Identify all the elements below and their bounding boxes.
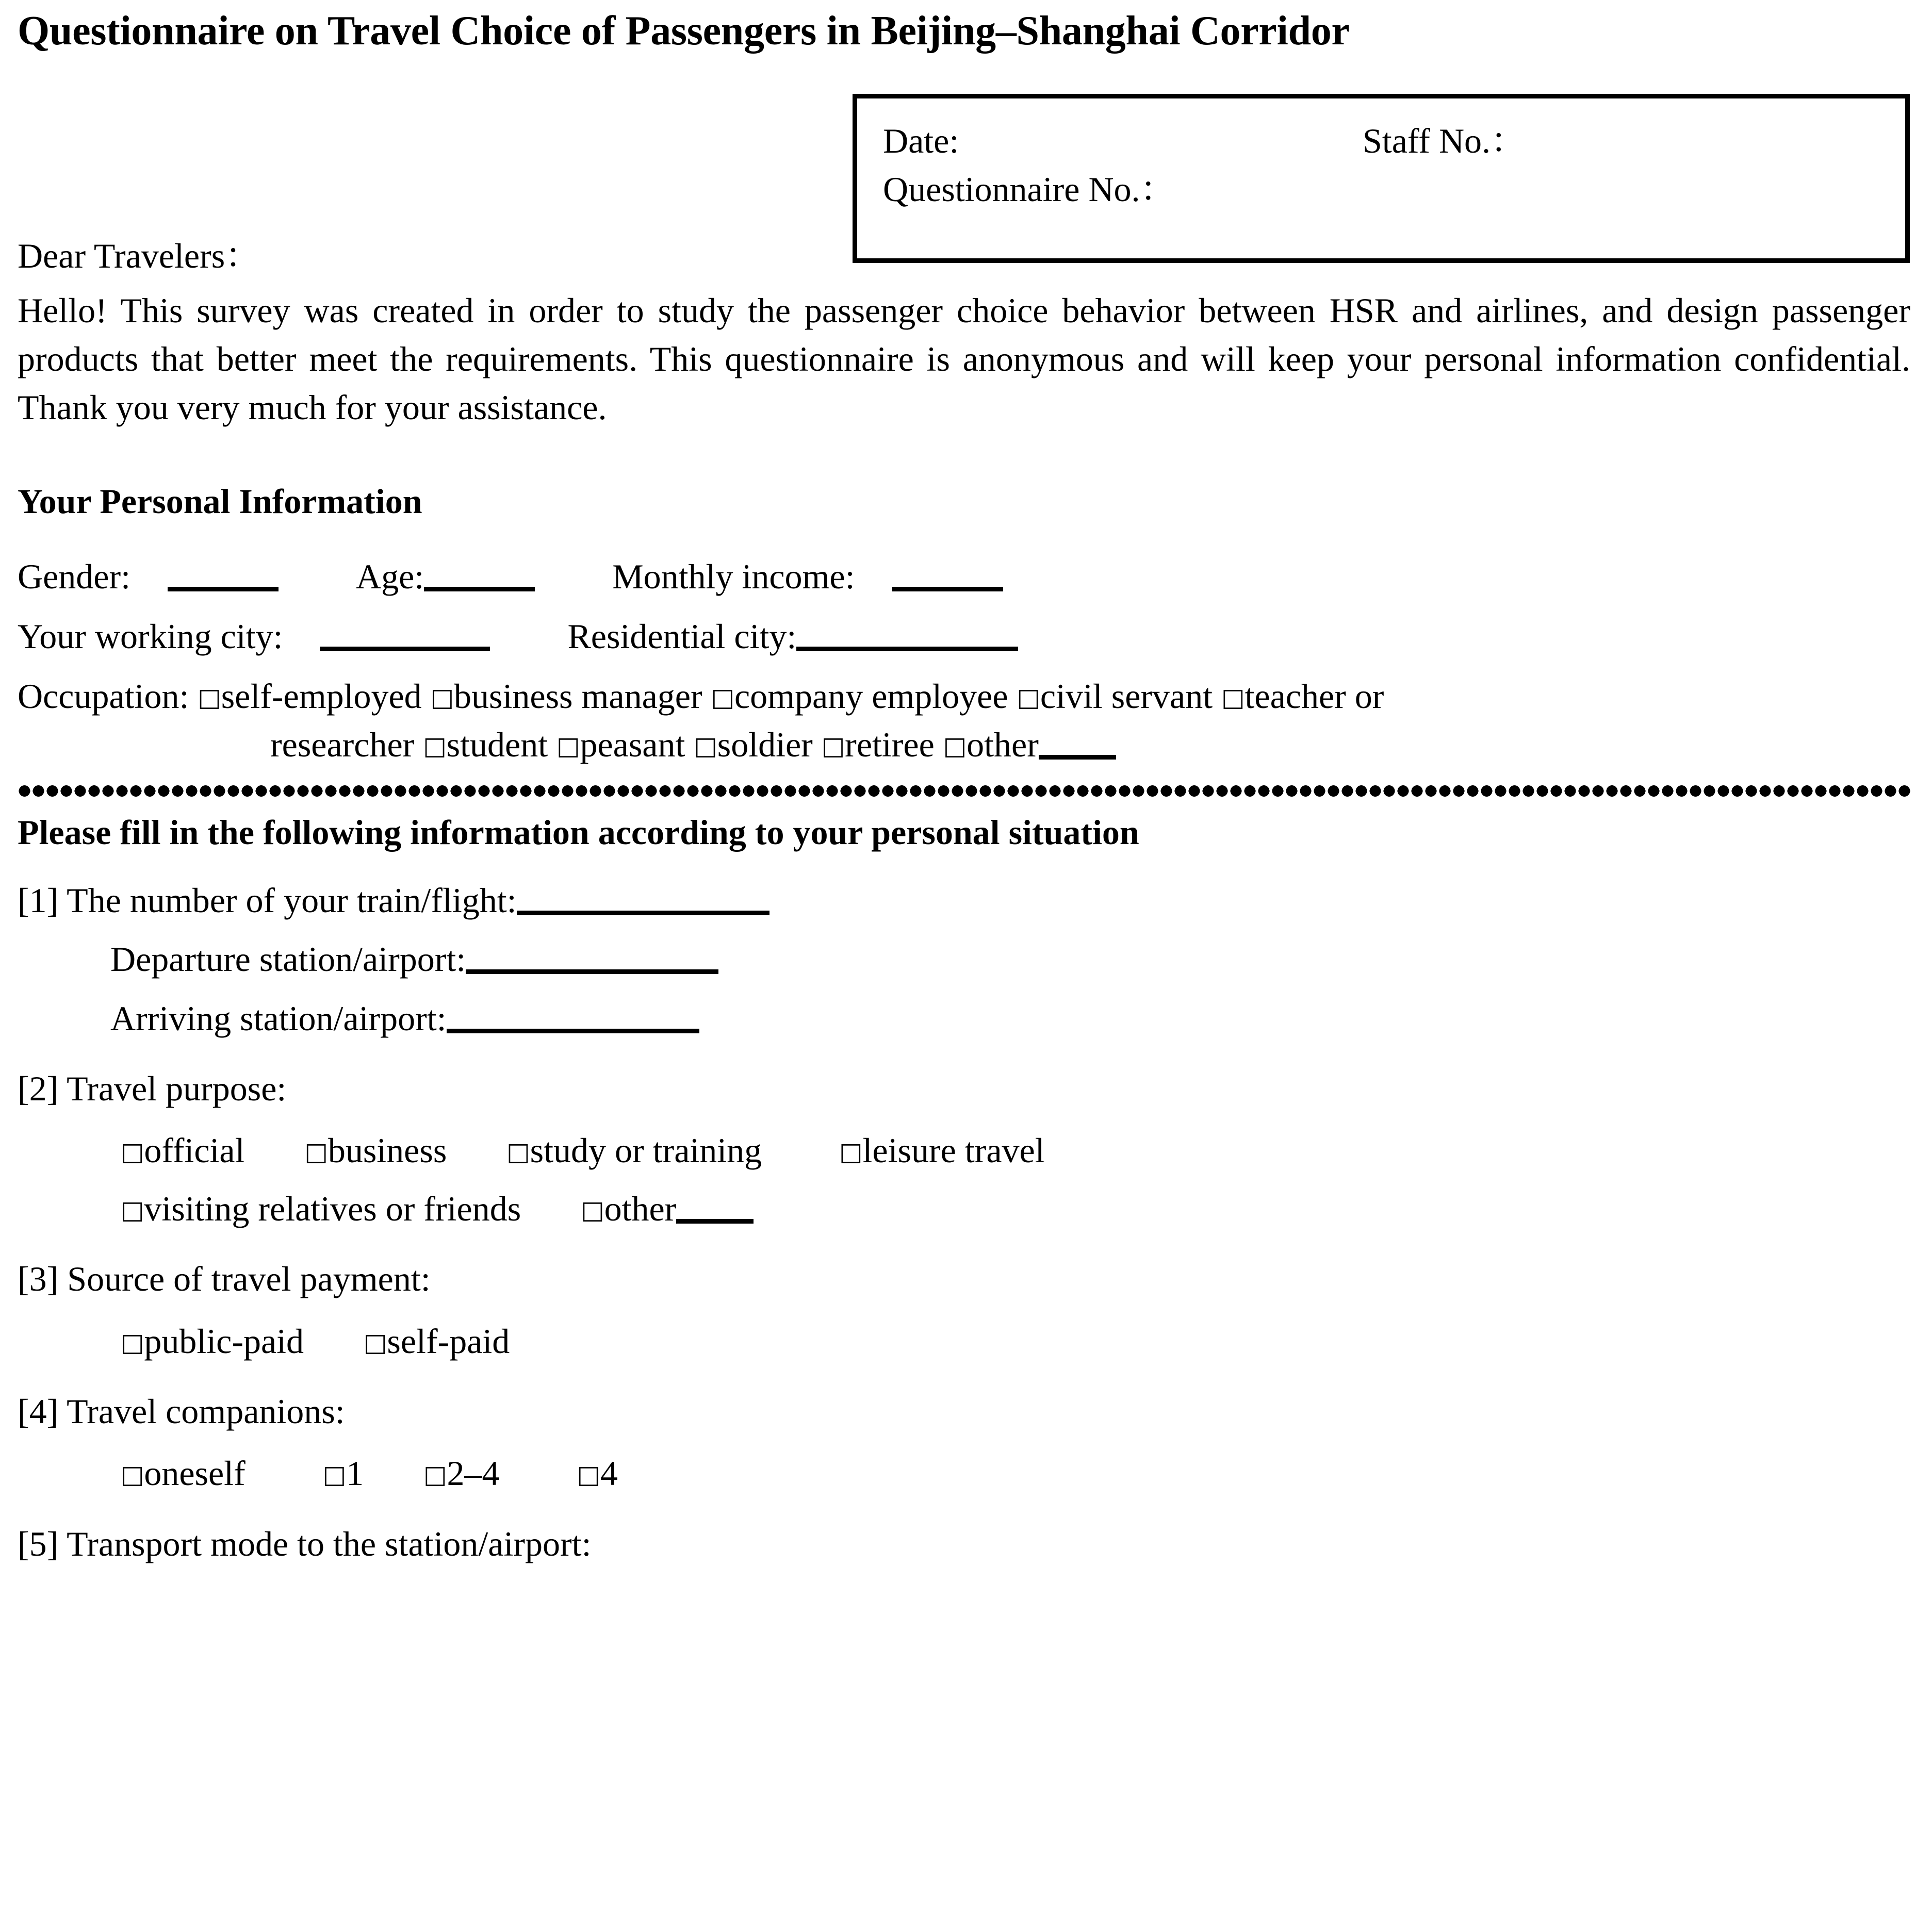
working-city-label: Your working city: [18,617,283,656]
arriving-station-label: Arriving station/airport: [110,998,447,1038]
checkbox-icon[interactable]: □ [430,683,454,712]
payment-option-self-paid[interactable]: self-paid [387,1321,510,1361]
checkbox-icon[interactable]: □ [839,1137,863,1167]
checkbox-icon[interactable]: □ [577,1460,600,1490]
occupation-option-other[interactable]: other [967,725,1039,765]
question-3-options [18,1318,1911,1364]
checkbox-icon[interactable]: □ [364,1328,387,1357]
occupation-option-business-manager[interactable]: business manager [454,676,702,716]
checkbox-icon[interactable]: □ [121,1137,144,1167]
checkbox-icon[interactable]: □ [322,1460,347,1490]
questionnaire-no-label: Questionnaire No.： [883,169,1175,209]
occupation-row-2 [18,722,1911,767]
checkbox-icon[interactable]: □ [711,683,734,712]
checkbox-icon[interactable]: □ [943,732,967,761]
header-info-row-date [883,117,1905,166]
checkbox-icon[interactable]: □ [423,1460,447,1490]
page-title: Questionnaire on Travel Choice of Passengers in Beijing–Shanghai Corridor [18,8,1350,54]
question-2 [18,1066,1911,1111]
checkbox-icon[interactable]: □ [1221,683,1245,712]
personal-info-row-cities [18,614,1911,660]
travel-purpose-option-leisure-travel[interactable]: leisure travel [862,1131,1045,1170]
travel-purpose-option-business[interactable]: business [328,1131,447,1170]
travel-purpose-option-visiting-relatives[interactable]: visiting relatives or friends [144,1189,521,1228]
date-label: Date: [883,121,959,160]
gender-label: Gender: [18,557,131,597]
question-5-text: Transport mode to the station/airport: [67,1524,592,1563]
question-4 [18,1389,1911,1434]
travel-purpose-option-study-training[interactable]: study or training [530,1131,762,1170]
occupation-option-retiree[interactable]: retiree [845,725,935,765]
age-input-blank[interactable] [424,587,535,591]
monthly-income-label: Monthly income: [612,557,855,597]
age-label: Age: [356,557,424,597]
header-info-box-content [857,98,1905,214]
travel-purpose-other-input-blank[interactable] [676,1219,754,1224]
occupation-option-civil-servant[interactable]: civil servant [1040,676,1213,716]
occupation-option-teacher-or[interactable]: teacher or [1245,676,1384,716]
question-2-text: Travel purpose: [67,1068,287,1108]
occupation-option-peasant[interactable]: peasant [580,725,685,765]
train-flight-number-input-blank[interactable] [517,911,769,915]
checkbox-icon[interactable]: □ [821,732,845,761]
question-1 [18,878,1911,923]
question-2-number: [2] [18,1068,59,1108]
personal-information-heading: Your Personal Information [18,482,422,521]
header-info-row-questionnaire-no [883,166,1905,214]
checkbox-icon[interactable]: □ [1017,683,1040,712]
question-4-options [18,1450,1911,1496]
question-1-text: The number of your train/flight: [67,880,517,920]
question-3-text: Source of travel payment: [67,1259,431,1299]
payment-option-public-paid[interactable]: public-paid [144,1321,304,1361]
companions-option-2-4[interactable]: 2–4 [447,1454,500,1493]
question-2-options-row-2 [18,1186,1911,1231]
question-1-sub-departure [18,936,1911,982]
companions-option-oneself[interactable]: oneself [144,1454,245,1493]
staff-no-label: Staff No.： [1363,121,1526,160]
residential-city-input-blank[interactable] [796,647,1018,651]
question-1-number: [1] [18,880,59,920]
travel-purpose-option-other[interactable]: other [604,1189,677,1228]
occupation-row-1 [18,673,1911,719]
monthly-income-input-blank[interactable] [892,587,1003,591]
checkbox-icon[interactable]: □ [581,1195,604,1225]
checkbox-icon[interactable]: □ [198,683,221,712]
arriving-station-input-blank[interactable] [447,1029,699,1033]
working-city-input-blank[interactable] [320,647,490,651]
travel-purpose-option-official[interactable]: official [144,1131,245,1170]
checkbox-icon[interactable]: □ [506,1137,530,1167]
salutation: Dear Travelers： [18,236,260,275]
companions-option-1[interactable]: 1 [346,1454,364,1493]
question-5 [18,1521,1911,1566]
occupation-label: Occupation: [18,676,189,716]
intro-paragraph: Hello! This survey was created in order to study the passenger choice behavior between HSR and airlines, and design passenger products that better meet the requirements. This questionnaire is anonymous and will keep your personal information confidential. Thank you very much for your assistance. [18,291,1910,427]
occupation-option-company-employee[interactable]: company employee [734,676,1008,716]
part2-heading: Please fill in the following information according to your personal situation [18,812,1139,852]
checkbox-icon[interactable]: □ [556,732,580,761]
question-4-text: Travel companions: [67,1391,345,1431]
question-5-number: [5] [18,1524,59,1563]
companions-option-4[interactable]: 4 [600,1454,618,1493]
checkbox-icon[interactable]: □ [694,732,717,761]
occupation-option-soldier[interactable]: soldier [717,725,813,765]
question-3 [18,1256,1911,1301]
occupation-option-self-employed[interactable]: self-employed [221,676,422,716]
residential-city-label: Residential city: [567,617,797,656]
checkbox-icon[interactable]: □ [304,1137,328,1167]
checkbox-icon[interactable]: □ [423,732,447,761]
personal-info-row-basic [18,554,1911,600]
occupation-option-researcher-continuation[interactable]: researcher [270,725,415,765]
occupation-option-student[interactable]: student [446,725,548,765]
header-info-box [853,94,1910,263]
checkbox-icon[interactable]: □ [121,1195,144,1225]
question-2-options-row-1 [18,1128,1911,1173]
gender-input-blank[interactable] [168,587,279,591]
departure-station-label: Departure station/airport: [110,939,466,979]
question-1-sub-arriving [18,996,1911,1041]
departure-station-input-blank[interactable] [466,969,718,974]
occupation-other-input-blank[interactable] [1039,755,1116,760]
question-3-number: [3] [18,1259,59,1299]
checkbox-icon[interactable]: □ [121,1460,144,1490]
checkbox-icon[interactable]: □ [121,1328,144,1357]
question-4-number: [4] [18,1391,59,1431]
section-divider [18,785,1911,797]
